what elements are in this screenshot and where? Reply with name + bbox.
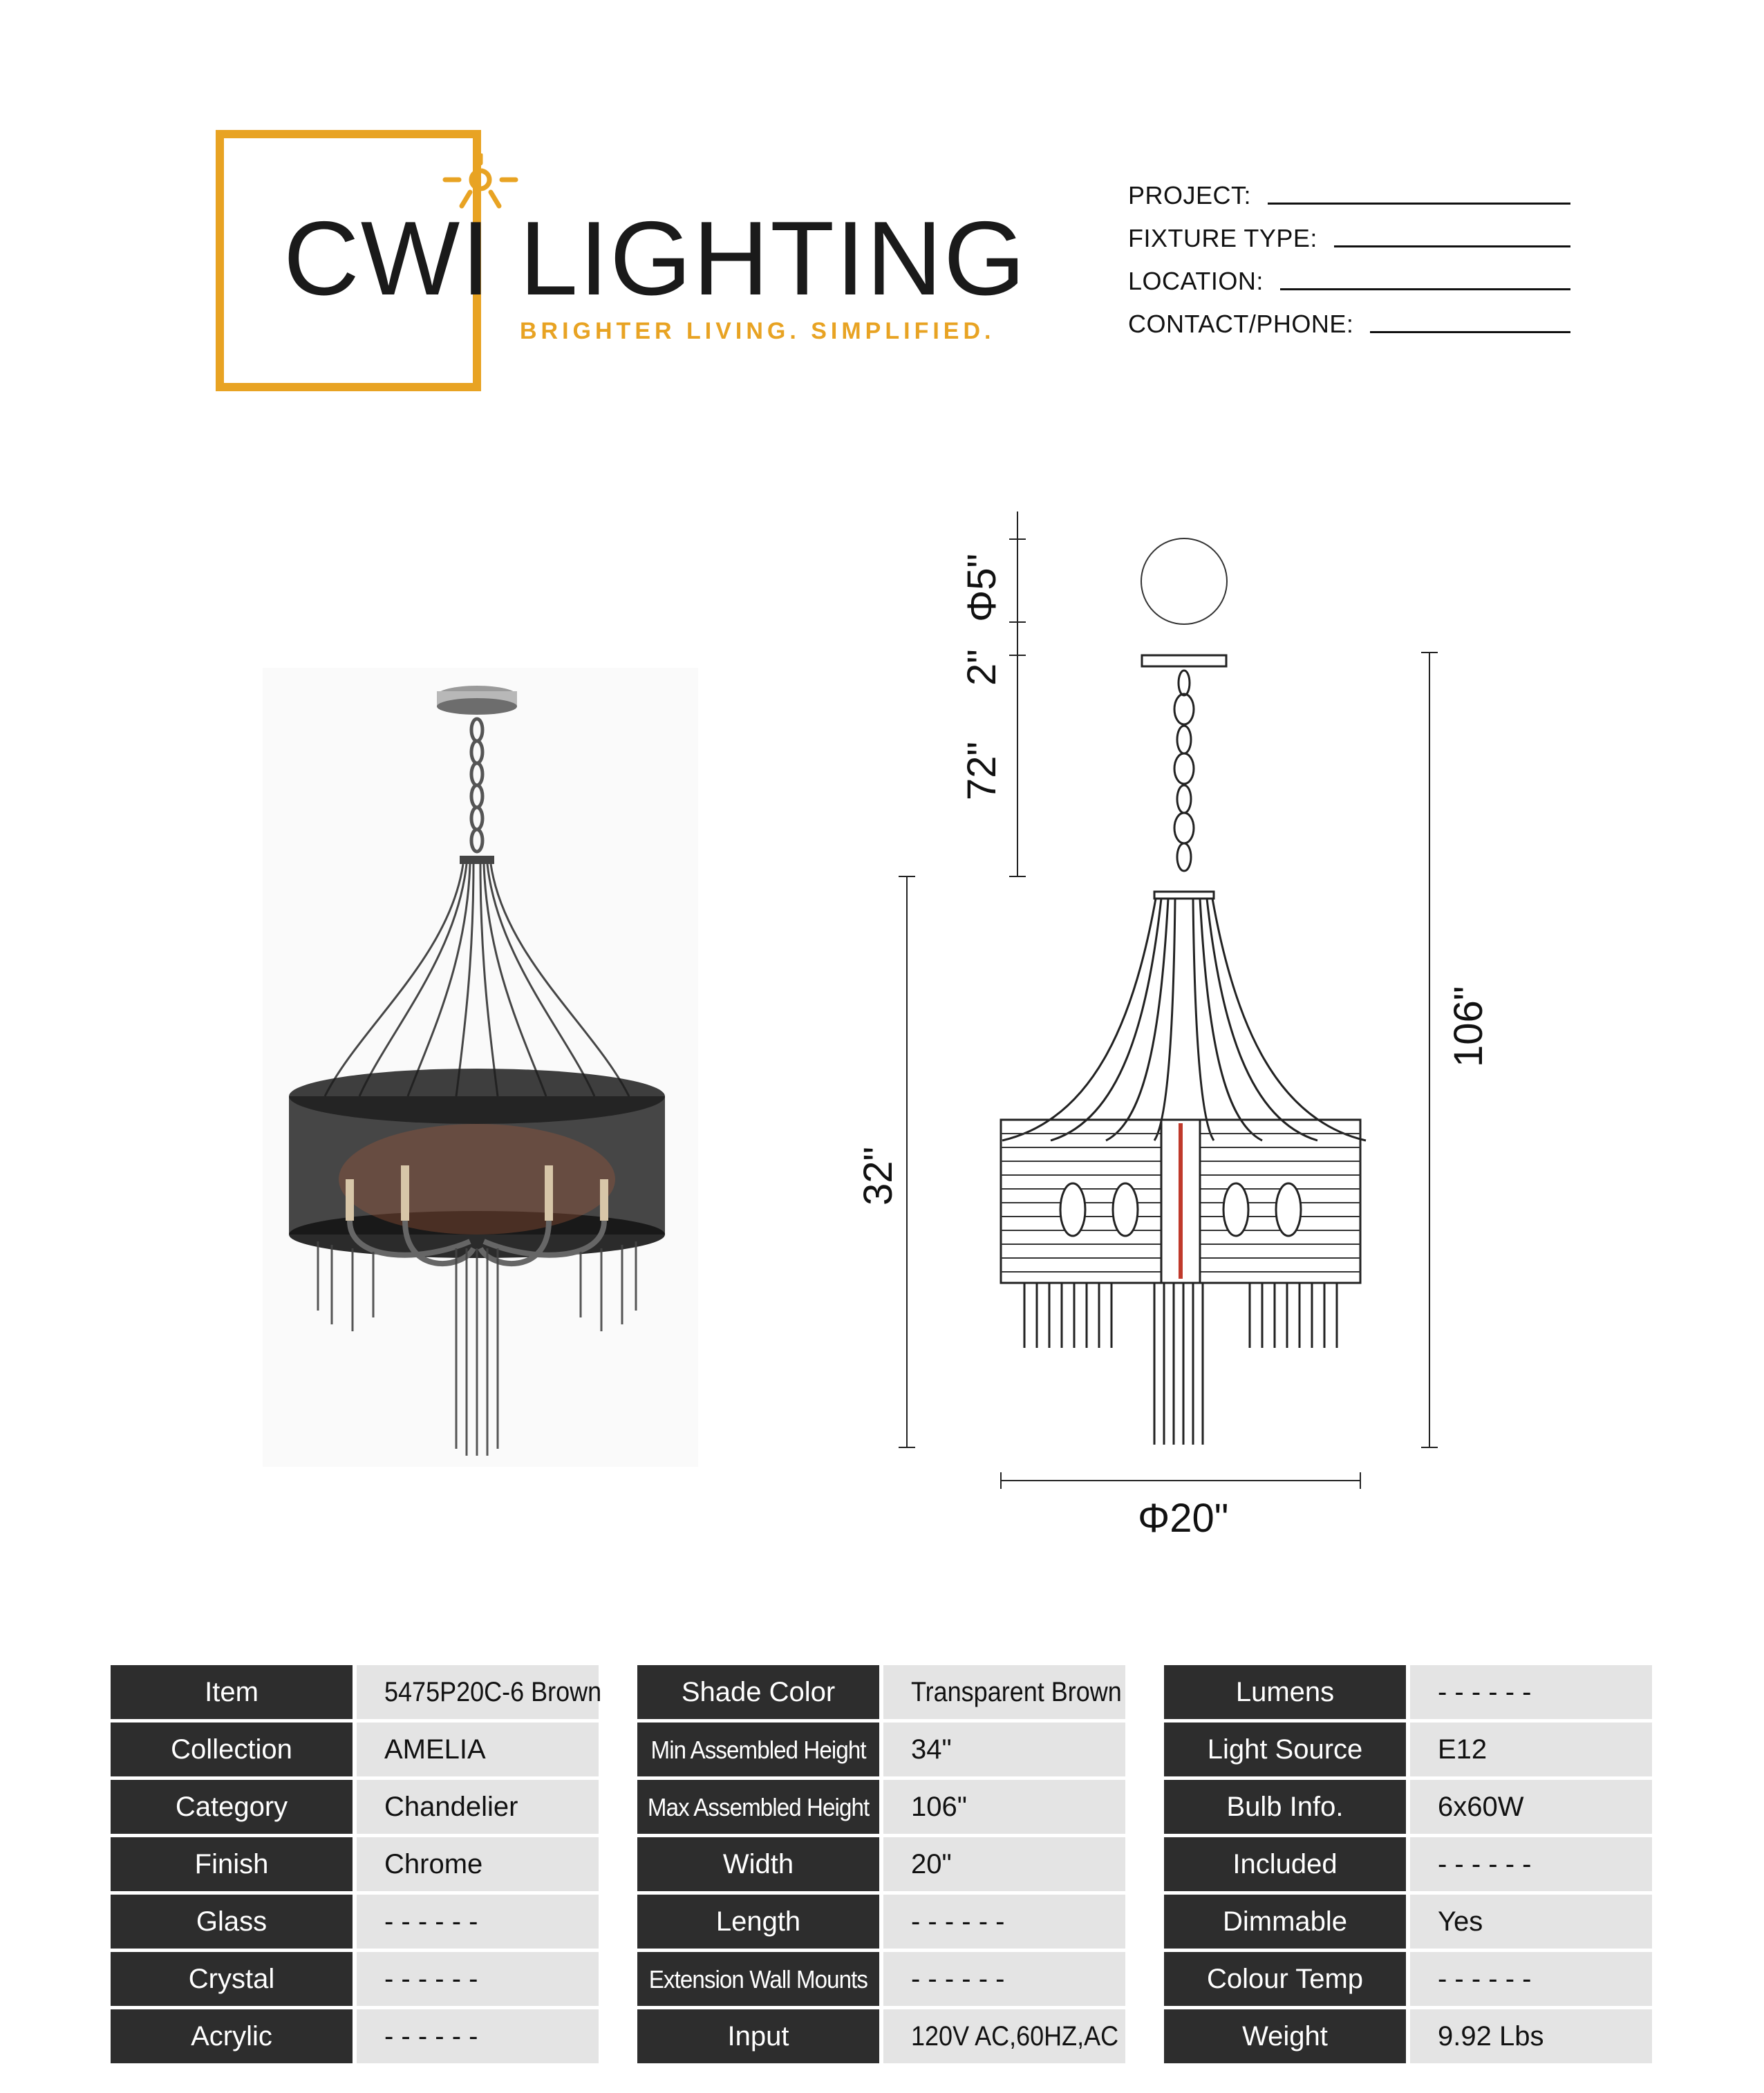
- spec-label: [637, 1952, 883, 2006]
- spec-row: [111, 1723, 599, 1776]
- spec-label-text: Extension Wall Mounts: [648, 1964, 868, 1993]
- spec-row: [637, 1895, 1125, 1949]
- form-label: PROJECT:: [1128, 181, 1252, 209]
- form-row-location: [1128, 265, 1570, 296]
- spec-value: Chandelier: [357, 1780, 599, 1834]
- spec-label: Dimmable: [1164, 1895, 1410, 1949]
- spec-table-right: [1164, 1662, 1652, 2067]
- spec-row: [637, 2009, 1125, 2063]
- spec-value: - - - - - -: [1410, 1837, 1652, 1891]
- spec-value: [883, 2009, 1125, 2063]
- spec-label: Width: [637, 1837, 883, 1891]
- spec-label: Length: [637, 1895, 883, 1949]
- spec-row: [1164, 1665, 1652, 1719]
- spec-label-text: Min Assembled Height: [650, 1735, 866, 1764]
- spec-value: 6x60W: [1410, 1780, 1652, 1834]
- product-photo: [263, 668, 698, 1467]
- spec-value: 9.92 Lbs: [1410, 2009, 1652, 2063]
- spec-row: [1164, 1895, 1652, 1949]
- form-label: LOCATION:: [1128, 267, 1264, 295]
- form-label: CONTACT/PHONE:: [1128, 310, 1354, 338]
- spec-row: [637, 1723, 1125, 1776]
- brand-name-lighting: LIGHTING: [519, 200, 1027, 317]
- spec-value: - - - - - -: [357, 1895, 599, 1949]
- spec-row: [637, 1952, 1125, 2006]
- spec-value-text: 120V AC,60HZ,AC: [911, 2020, 1119, 2052]
- spec-label: Included: [1164, 1837, 1410, 1891]
- spec-row: [111, 1952, 599, 2006]
- spec-value: [357, 1665, 602, 1719]
- contact-phone-field[interactable]: [1370, 331, 1570, 333]
- spec-value: [883, 1665, 1125, 1719]
- spec-row: [111, 2009, 599, 2063]
- spec-value-text: 5475P20C-6 Brown: [384, 1676, 602, 1707]
- dim-canopy-diameter: Φ5": [959, 553, 1004, 622]
- form-row-contact: [1128, 308, 1570, 339]
- spec-value: - - - - - -: [883, 1952, 1125, 2006]
- spec-label-text: Max Assembled Height: [647, 1792, 870, 1821]
- spec-label: Acrylic: [111, 2009, 357, 2063]
- spec-label: Category: [111, 1780, 357, 1834]
- spec-value: - - - - - -: [357, 2009, 599, 2063]
- spec-row: [1164, 2009, 1652, 2063]
- spec-label: Input: [637, 2009, 883, 2063]
- spec-table-middle: [637, 1662, 1125, 2067]
- spec-value: E12: [1410, 1723, 1652, 1776]
- spec-value: - - - - - -: [883, 1895, 1125, 1949]
- spec-row: [1164, 1952, 1652, 2006]
- spec-row: [637, 1837, 1125, 1891]
- spec-value: - - - - - -: [1410, 1952, 1652, 2006]
- brand-name-cwi: CWI: [283, 200, 492, 317]
- spec-label: Finish: [111, 1837, 357, 1891]
- dim-fixture-height: 32": [856, 1146, 901, 1205]
- spec-label: Item: [111, 1665, 357, 1719]
- brand-tagline: BRIGHTER LIVING. SIMPLIFIED.: [520, 318, 995, 344]
- dim-width: Φ20": [1138, 1496, 1229, 1541]
- spec-row: [111, 1780, 599, 1834]
- spec-value: 106": [883, 1780, 1125, 1834]
- spec-row: [111, 1895, 599, 1949]
- spec-row: [1164, 1780, 1652, 1834]
- dim-canopy-height: 2": [959, 649, 1004, 686]
- spec-row: [637, 1665, 1125, 1719]
- spec-row: [111, 1665, 599, 1719]
- dim-max-height: 106": [1446, 986, 1491, 1067]
- location-field[interactable]: [1280, 288, 1570, 290]
- spec-label: Lumens: [1164, 1665, 1410, 1719]
- spec-row: [637, 1780, 1125, 1834]
- spec-value: Yes: [1410, 1895, 1652, 1949]
- brand-wordmark: [283, 200, 1027, 317]
- dimension-drawing: [829, 498, 1521, 1562]
- project-field[interactable]: [1268, 203, 1570, 205]
- form-row-project: [1128, 180, 1570, 210]
- spec-row: [1164, 1837, 1652, 1891]
- spec-label: Glass: [111, 1895, 357, 1949]
- spec-label: Colour Temp: [1164, 1952, 1410, 2006]
- spec-value-text: Transparent Brown: [911, 1676, 1122, 1707]
- spec-value: 34": [883, 1723, 1125, 1776]
- spec-table-left: [111, 1662, 602, 2067]
- spec-label: Weight: [1164, 2009, 1410, 2063]
- form-row-fixture-type: [1128, 223, 1570, 253]
- spec-label: [637, 1723, 883, 1776]
- spec-label: Shade Color: [637, 1665, 883, 1719]
- spec-label: Collection: [111, 1723, 357, 1776]
- spec-label: [637, 1780, 883, 1834]
- spec-value: - - - - - -: [1410, 1665, 1652, 1719]
- spec-value: 20": [883, 1837, 1125, 1891]
- form-label: FIXTURE TYPE:: [1128, 224, 1317, 252]
- spec-label: Bulb Info.: [1164, 1780, 1410, 1834]
- spec-value: - - - - - -: [357, 1952, 599, 2006]
- spec-label: Crystal: [111, 1952, 357, 2006]
- fixture-type-field[interactable]: [1334, 245, 1570, 247]
- spec-label: Light Source: [1164, 1723, 1410, 1776]
- spec-row: [1164, 1723, 1652, 1776]
- dim-chain-length: 72": [959, 741, 1004, 800]
- spec-value: AMELIA: [357, 1723, 599, 1776]
- spec-value: Chrome: [357, 1837, 599, 1891]
- spec-row: [111, 1837, 599, 1891]
